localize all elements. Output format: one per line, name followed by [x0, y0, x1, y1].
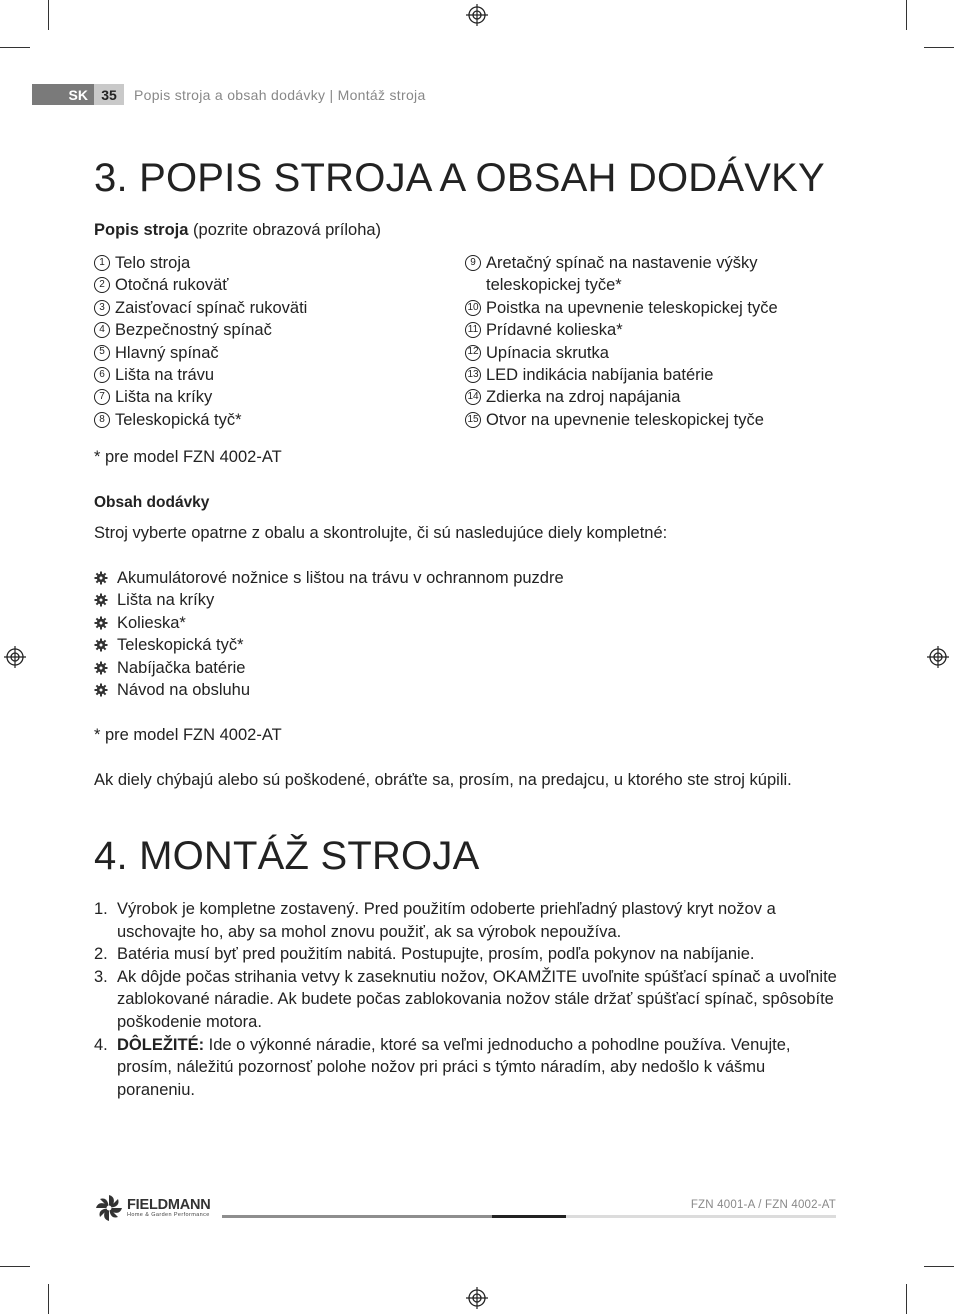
item-number: 1	[94, 255, 110, 271]
running-title: Popis stroja a obsah dodávky | Montáž stroja	[134, 86, 426, 103]
item-text: Telo stroja	[115, 254, 191, 272]
item-text: Nabíjačka batérie	[117, 658, 246, 677]
item-text: Hlavný spínač	[115, 343, 219, 362]
item-number: 8	[94, 412, 110, 428]
list-item	[465, 252, 839, 297]
list-item	[94, 297, 465, 319]
list-item	[94, 386, 465, 408]
parts-list	[94, 252, 839, 431]
list-item	[94, 342, 465, 364]
parts-column-right	[465, 252, 839, 431]
gear-bullet-icon	[94, 661, 108, 675]
parts-intro	[94, 219, 839, 241]
registration-mark-icon	[927, 646, 949, 668]
model-note	[94, 446, 839, 468]
page-header	[32, 84, 426, 105]
model-note-text: * pre model FZN 4002-AT	[94, 448, 282, 466]
footer-rule-light	[566, 1215, 836, 1218]
item-text: Lišta na trávu	[115, 366, 215, 385]
item-text: LED indikácia nabíjania batérie	[486, 366, 714, 385]
list-item	[94, 252, 465, 274]
item-text: Poistka na upevnenie teleskopickej tyče	[486, 298, 778, 317]
delivery-list	[94, 567, 839, 701]
crop-mark	[924, 47, 954, 48]
model-note-text: * pre model FZN 4002-AT	[94, 726, 282, 744]
item-text: Otvor na upevnenie teleskopickej tyče	[486, 410, 764, 429]
item-text: Teleskopická tyč*	[115, 410, 242, 429]
item-text: Zdierka na zdroj napájania	[486, 388, 681, 407]
list-item	[94, 274, 465, 296]
list-item	[94, 409, 465, 431]
fieldmann-logo-icon	[94, 1193, 124, 1223]
crop-mark	[906, 1284, 907, 1314]
step-number: 3.	[94, 967, 108, 986]
section4	[94, 834, 839, 879]
missing-note-text: Ak diely chýbajú alebo sú poškodené, obráťte sa, prosím, na predajcu, u ktorého ste stroj kúpili.	[94, 771, 792, 789]
gear-bullet-icon	[94, 593, 108, 607]
crop-mark	[0, 1266, 30, 1267]
brand-logo	[94, 1193, 211, 1223]
item-number: 15	[465, 412, 481, 428]
item-text: Návod na obsluhu	[117, 681, 251, 700]
item-number: 4	[94, 322, 110, 338]
brand-name: FIELDMANN	[127, 1196, 211, 1213]
step-number: 4.	[94, 1035, 108, 1054]
item-number: 3	[94, 300, 110, 316]
list-item	[94, 1034, 839, 1102]
item-text: Akumulátorové nožnice s lištou na trávu v ochrannom puzdre	[117, 569, 564, 587]
list-item	[94, 943, 839, 966]
step-number: 1.	[94, 900, 108, 918]
delivery-intro-block	[94, 522, 839, 544]
list-item	[94, 612, 839, 634]
section3-heading: 3. POPIS STROJA A OBSAH DODÁVKY	[94, 156, 825, 200]
footer-rule	[222, 1215, 492, 1218]
step-bold: DÔLEŽITÉ:	[117, 1035, 205, 1054]
list-item	[465, 297, 839, 319]
item-number: 10	[465, 300, 481, 316]
item-text: Kolieska*	[117, 613, 186, 632]
item-text: Teleskopická tyč*	[117, 636, 244, 655]
registration-mark-icon	[466, 4, 488, 26]
item-number: 9	[465, 255, 481, 271]
footer-model: FZN 4001-A / FZN 4002-AT	[690, 1199, 836, 1211]
list-item	[465, 386, 839, 408]
list-item	[465, 319, 839, 341]
list-item	[465, 364, 839, 386]
section3	[94, 156, 839, 201]
parts-intro-bold: Popis stroja	[94, 221, 189, 239]
step-number: 2.	[94, 945, 108, 964]
item-text: Upínacia skrutka	[486, 343, 609, 362]
item-number: 5	[94, 345, 110, 361]
gear-bullet-icon	[94, 616, 108, 630]
list-item	[94, 567, 839, 589]
item-text: Otočná rukoväť	[115, 276, 229, 295]
list-item	[94, 589, 839, 611]
item-text: Bezpečnostný spínač	[115, 321, 272, 340]
item-text: Lišta na kríky	[115, 388, 213, 407]
crop-mark	[48, 0, 49, 30]
item-number: 6	[94, 367, 110, 383]
crop-mark	[48, 1284, 49, 1314]
registration-mark-icon	[466, 1287, 488, 1309]
list-item	[94, 634, 839, 656]
list-item	[94, 966, 839, 1034]
gear-bullet-icon	[94, 571, 108, 585]
item-number: 12	[465, 345, 481, 361]
list-item	[94, 898, 839, 943]
delivery-heading: Obsah dodávky	[94, 494, 210, 511]
delivery-heading-block	[94, 492, 839, 514]
list-item	[94, 364, 465, 386]
parts-column-left	[94, 252, 465, 431]
delivery-intro: Stroj vyberte opatrne z obalu a skontrolujte, či sú nasledujúce diely kompletné:	[94, 524, 668, 542]
list-item	[94, 657, 839, 679]
missing-note	[94, 769, 839, 791]
footer-rule-accent	[492, 1215, 566, 1218]
item-number: 2	[94, 277, 110, 293]
item-number: 7	[94, 389, 110, 405]
crop-mark	[0, 47, 30, 48]
item-number: 14	[465, 389, 481, 405]
gear-bullet-icon	[94, 683, 108, 697]
item-text: Lišta na kríky	[117, 591, 215, 610]
registration-mark-icon	[4, 646, 26, 668]
page-number: 35	[94, 84, 124, 105]
list-item	[465, 342, 839, 364]
crop-mark	[906, 0, 907, 30]
assembly-steps	[94, 898, 839, 1101]
list-item	[94, 679, 839, 701]
item-number: 13	[465, 367, 481, 383]
item-text: Aretačný spínač na nastavenie výšky teleskopickej tyče*	[486, 254, 758, 295]
item-text: Zaisťovací spínač rukoväti	[115, 298, 308, 317]
item-text: Prídavné kolieska*	[486, 321, 623, 340]
step-text: Ide o výkonné náradie, ktoré sa veľmi jednoducho a pohodlne používa. Venujte, prosím, náležitú pozornosť polohe nožov pri práci s týmto náradím, aby nedošlo k vášmu poraneniu.	[117, 1035, 791, 1099]
list-item	[94, 319, 465, 341]
language-tag: SK	[32, 84, 94, 105]
step-text: Batéria musí byť pred použitím nabitá. Postupujte, prosím, podľa pokynov na nabíjanie.	[117, 945, 755, 964]
brand-tagline: Home & Garden Performance	[127, 1212, 210, 1218]
section4-heading: 4. MONTÁŽ STROJA	[94, 834, 480, 878]
step-text: Výrobok je kompletne zostavený. Pred použitím odoberte priehľadný plastový kryt nožov a uschovajte ho, aby sa mohol znovu použiť, ak sa výrobok nepoužíva.	[117, 900, 776, 941]
gear-bullet-icon	[94, 638, 108, 652]
crop-mark	[924, 1266, 954, 1267]
item-number: 11	[465, 322, 481, 338]
list-item	[465, 409, 839, 431]
step-text: Ak dôjde počas strihania vetvy k zaseknutiu nožov, OKAMŽITE uvoľnite spúšťací spínač a uvoľnite zablokované náradie. Ak budete počas zablokovania nožov stále držať spúšťací spínač, spôsobíte poškodenie motora.	[117, 967, 837, 1031]
model-note	[94, 724, 839, 746]
parts-intro-rest: (pozrite obrazová príloha)	[188, 221, 382, 239]
